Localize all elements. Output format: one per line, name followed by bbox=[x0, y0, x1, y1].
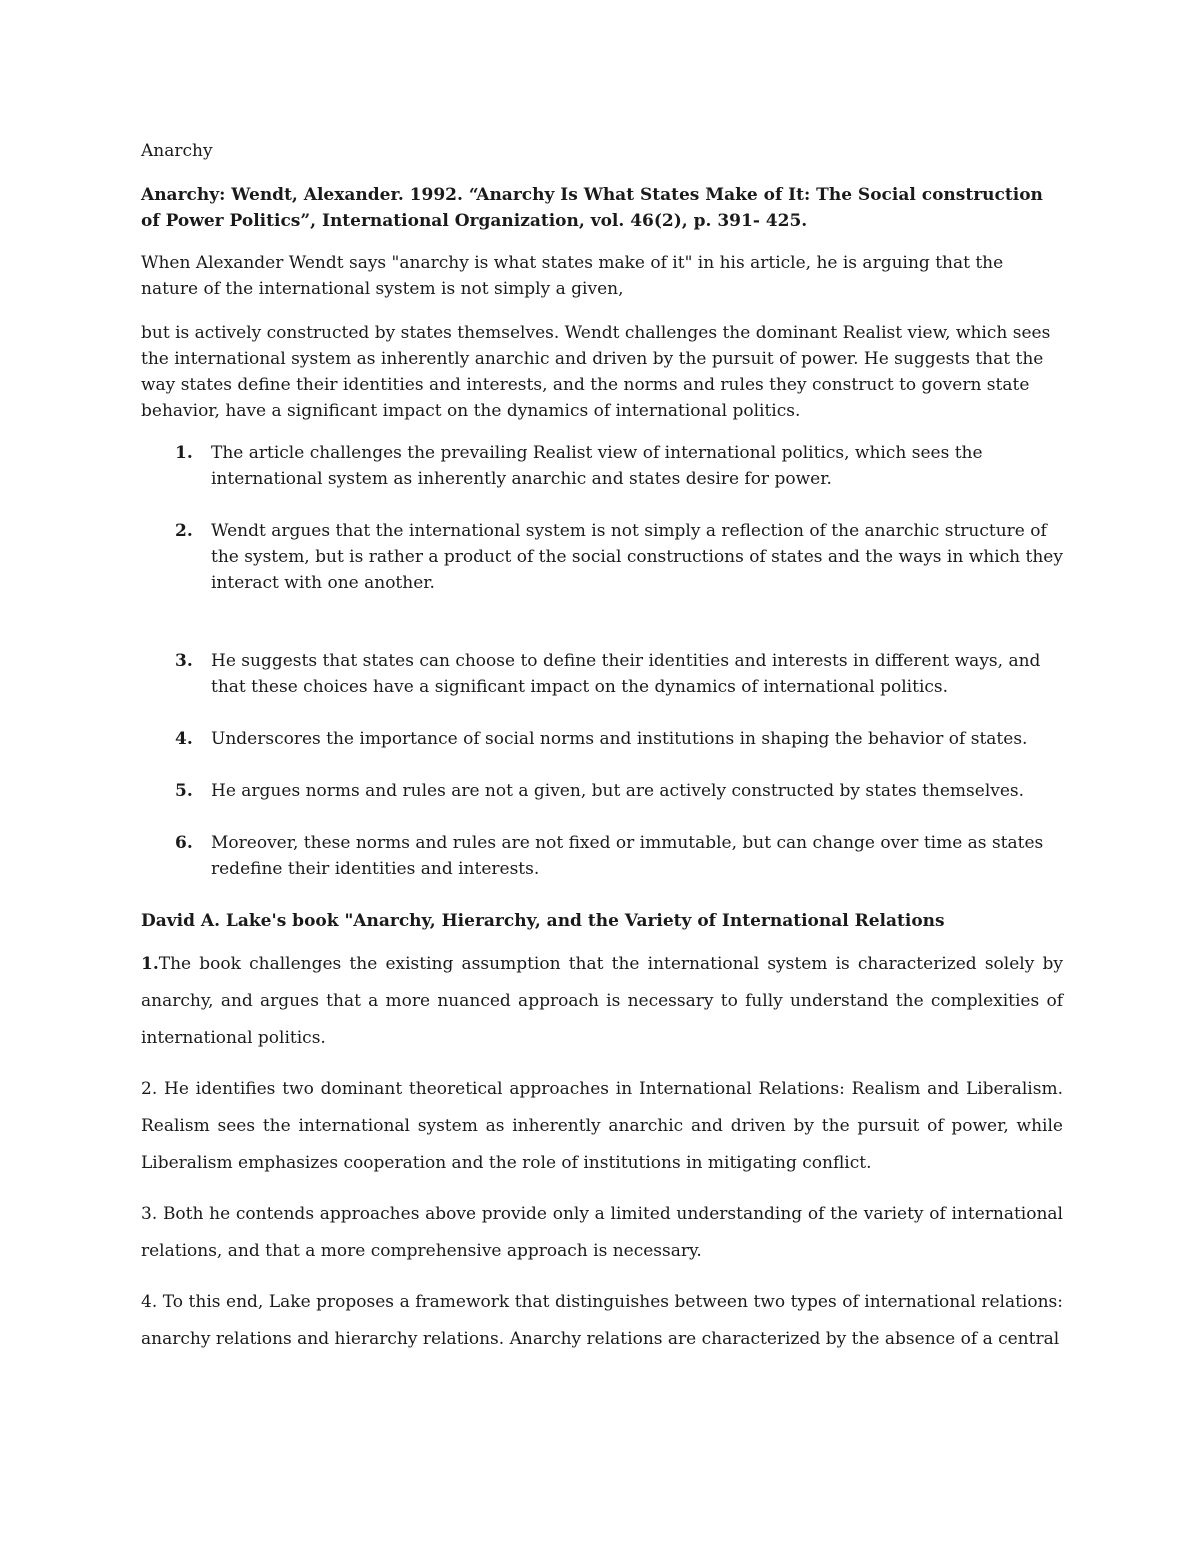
lake-paragraph-text: The book challenges the existing assumption that the international system is characterized solely by anarchy, and argues that a more nuanced approach is necessary to fully understand the complexities of international politics. bbox=[141, 954, 1063, 1048]
intro-paragraph-1: When Alexander Wendt says "anarchy is what states make of it" in his article, he is arguing that the nature of the international system is not simply a given, bbox=[141, 253, 1004, 299]
list-number: 1. bbox=[175, 443, 193, 463]
list-item-text: Moreover, these norms and rules are not fixed or immutable, but can change over time as states redefine their identities and interests. bbox=[211, 833, 1044, 879]
list-item bbox=[141, 726, 1063, 752]
list-item-text: The article challenges the prevailing Realist view of international politics, which sees the international system as inherently anarchic and states desire for power. bbox=[211, 443, 983, 489]
document-heading: Anarchy bbox=[141, 141, 213, 161]
lake-paragraph-2: 2. He identifies two dominant theoretical approaches in International Relations: Realism and Liberalism. Realism sees the international system as inherently anarchic and driven by the pursuit of power, while Liberalism emphasizes cooperation and the role of institutions in mitigating conflict. bbox=[141, 1079, 1063, 1173]
list-number: 3. bbox=[175, 651, 193, 671]
list-item bbox=[141, 830, 1063, 882]
list-item bbox=[141, 518, 1063, 596]
list-item bbox=[141, 440, 1063, 492]
list-number: 4. bbox=[175, 729, 193, 749]
list-item bbox=[141, 648, 1063, 700]
lake-paragraph-number: 1. bbox=[141, 954, 159, 974]
lake-paragraph-1 bbox=[141, 946, 1063, 1057]
list-item-text: He argues norms and rules are not a given, but are actively constructed by states themselves. bbox=[211, 781, 1025, 801]
list-number: 5. bbox=[175, 781, 193, 801]
lake-paragraph-3: 3. Both he contends approaches above provide only a limited understanding of the variety of international relations, and that a more comprehensive approach is necessary. bbox=[141, 1204, 1063, 1261]
list-item-text: Wendt argues that the international system is not simply a reflection of the anarchic structure of the system, but is rather a product of the social constructions of states and the ways in which they interact with one another. bbox=[211, 521, 1063, 593]
list-item-text: He suggests that states can choose to define their identities and interests in different ways, and that these choices have a significant impact on the dynamics of international politics. bbox=[211, 651, 1041, 697]
list-item bbox=[141, 778, 1063, 804]
wendt-citation: Anarchy: Wendt, Alexander. 1992. “Anarchy Is What States Make of It: The Social construction of Power Politics”, International Organization, vol. 46(2), p. 391- 425. bbox=[141, 185, 1043, 231]
intro-paragraph-2: but is actively constructed by states themselves. Wendt challenges the dominant Realist view, which sees the international system as inherently anarchic and driven by the pursuit of power. He suggests that the way states define their identities and interests, and the norms and rules they construct to govern state behavior, have a significant impact on the dynamics of international politics. bbox=[141, 323, 1051, 421]
list-item-text: Underscores the importance of social norms and institutions in shaping the behavior of states. bbox=[211, 729, 1028, 749]
document-page bbox=[141, 138, 1063, 1372]
wendt-points-list bbox=[141, 440, 1063, 882]
lake-paragraph-4: 4. To this end, Lake proposes a framework that distinguishes between two types of international relations: anarchy relations and hierarchy relations. Anarchy relations are characterized by the absence of a central bbox=[141, 1292, 1063, 1349]
lake-book-title: David A. Lake's book "Anarchy, Hierarchy, and the Variety of International Relations bbox=[141, 911, 945, 931]
list-number: 6. bbox=[175, 833, 193, 853]
list-number: 2. bbox=[175, 521, 193, 541]
